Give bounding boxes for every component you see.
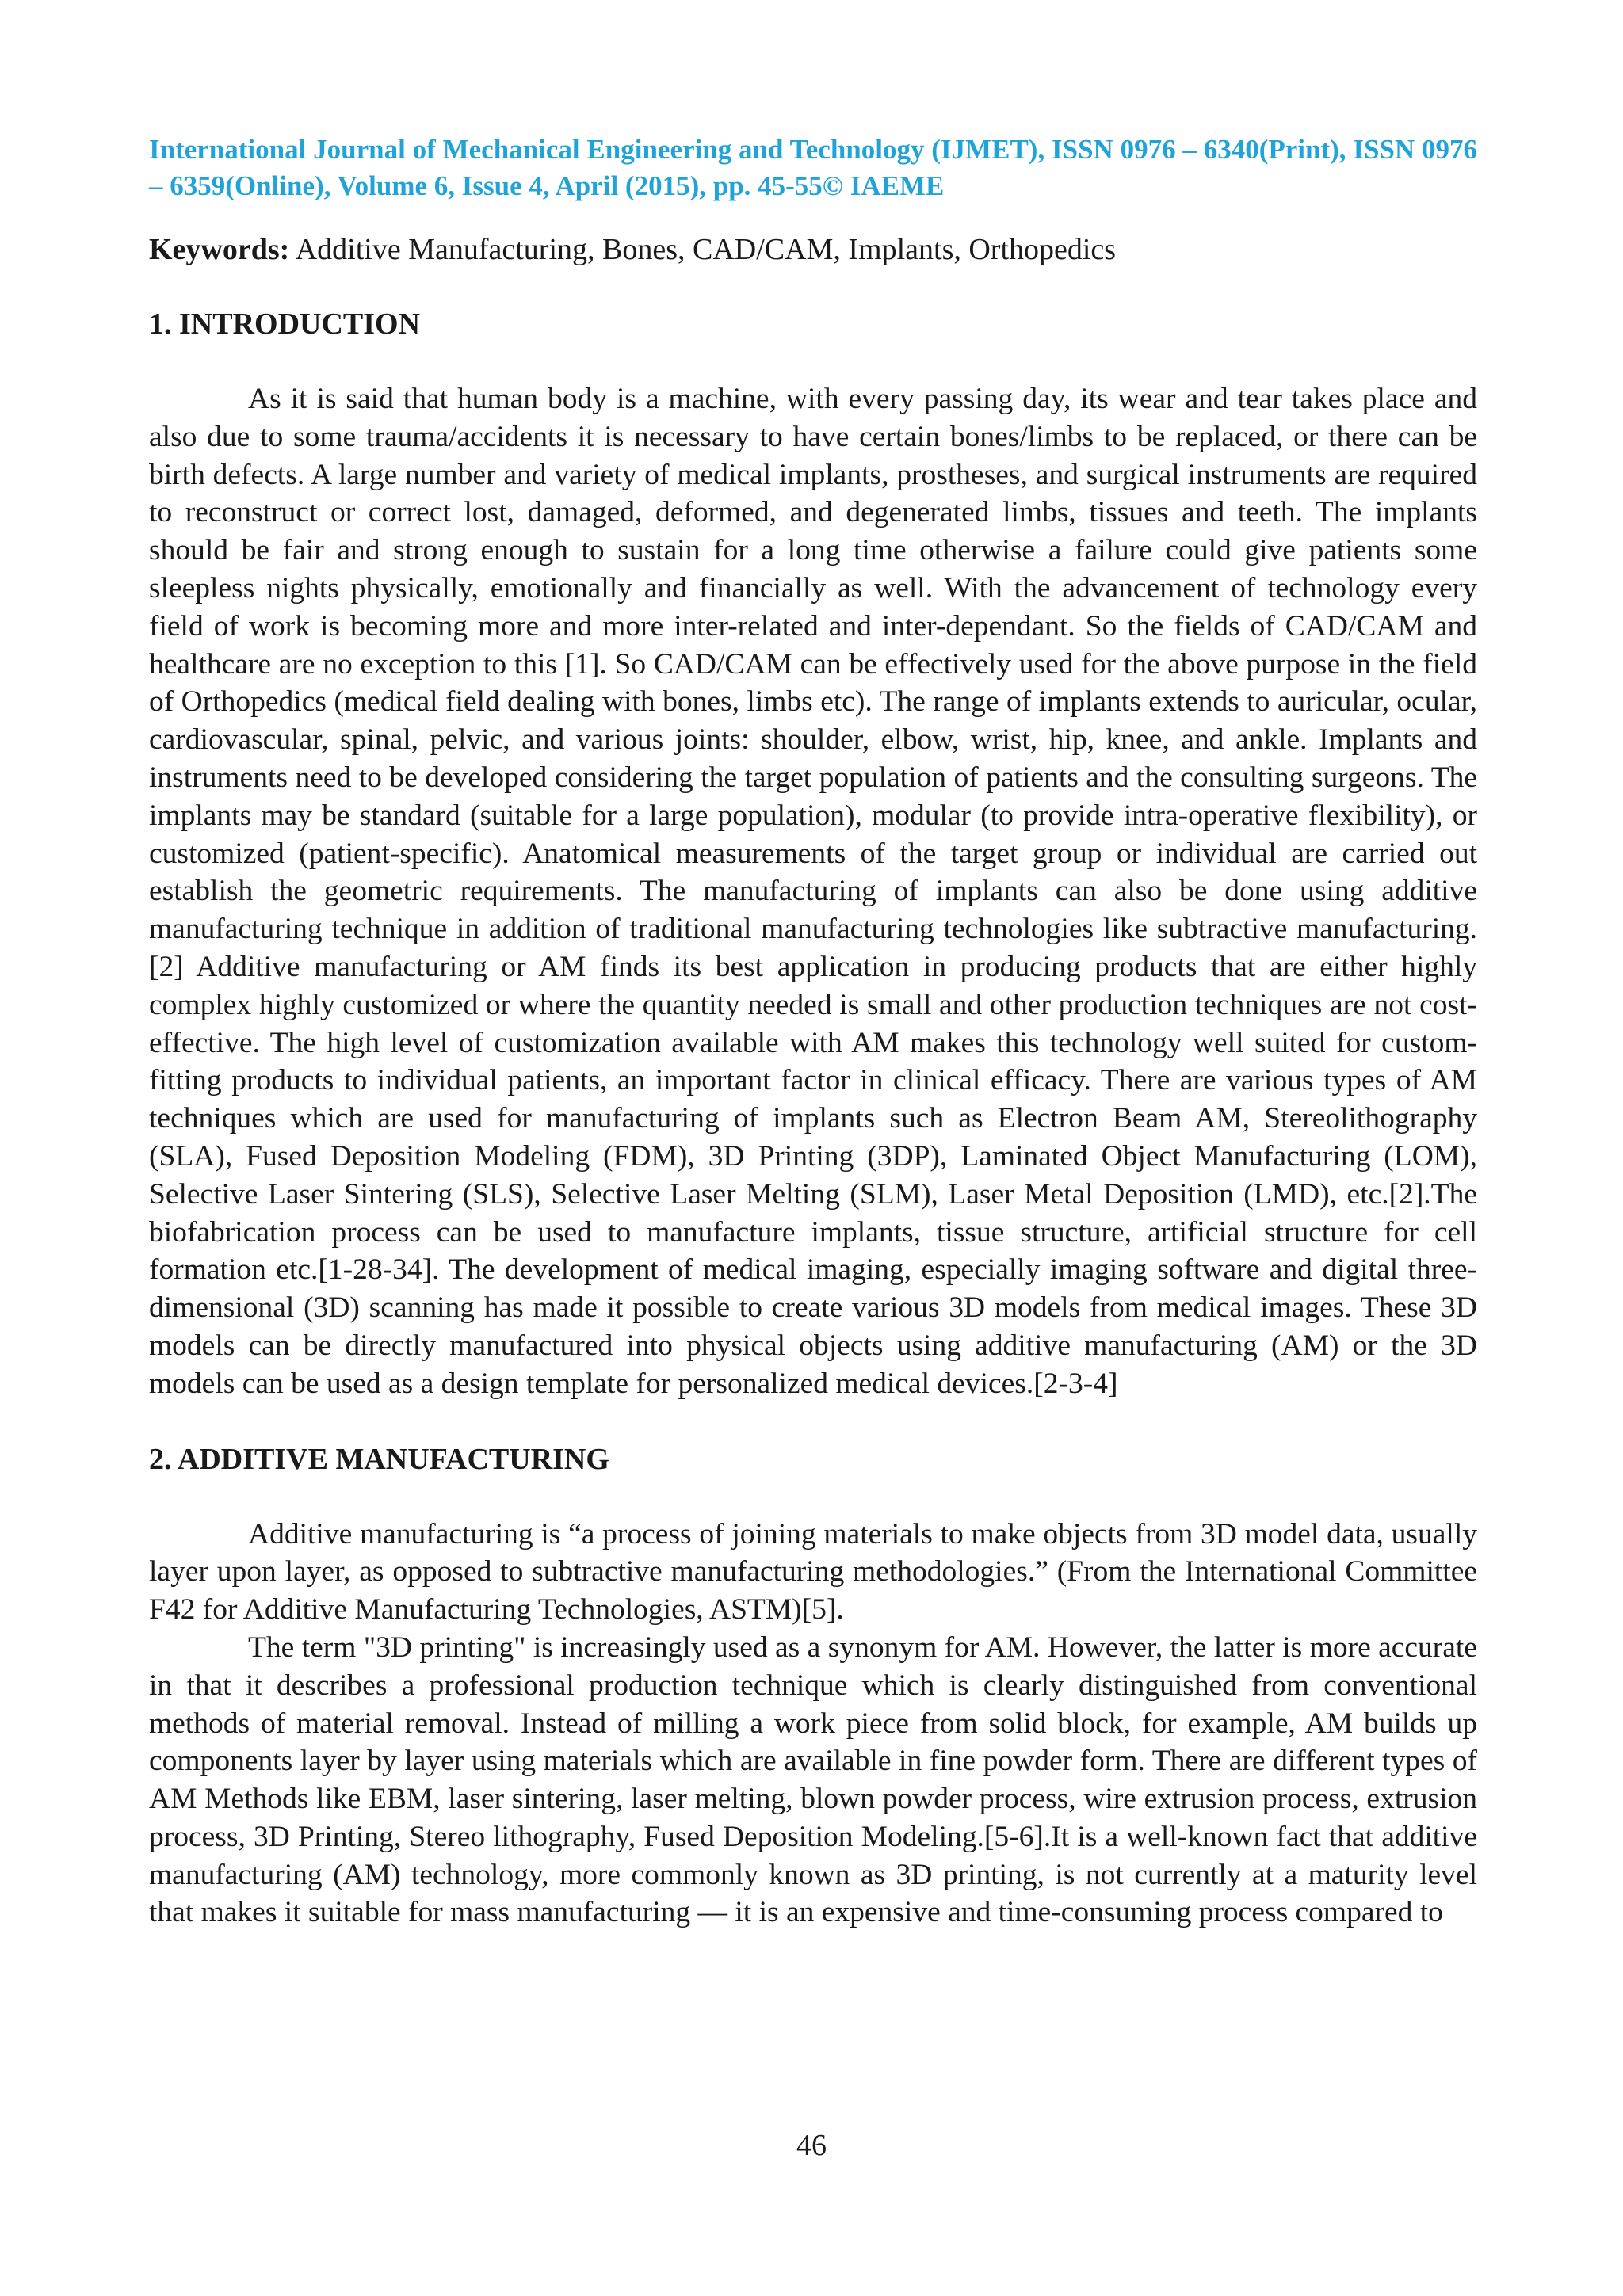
section-title-additive-manufacturing: 2. ADDITIVE MANUFACTURING <box>149 1442 609 1476</box>
keywords-line <box>149 231 1477 268</box>
page-content <box>149 132 1477 1932</box>
journal-header: International Journal of Mechanical Engineering and Technology (IJMET), ISSN 0976 – 6340(Print), ISSN 0976 – 6359(Online), Volume 6, Issue 4, April (2015), pp. 45-55© IAEME <box>149 134 1477 201</box>
am-paragraph-definition: Additive manufacturing is “a process of joining materials to make objects from 3D model data, usually layer upon layer, as opposed to subtractive manufacturing methodologies.” (From the International Committee F42 for Additive Manufacturing Technologies, ASTM)[5]. <box>149 1517 1477 1627</box>
section-title-introduction: 1. INTRODUCTION <box>149 307 421 341</box>
introduction-paragraph: As it is said that human body is a machine, with every passing day, its wear and tear takes place and also due to some trauma/accidents it is necessary to have certain bones/limbs to be replaced, or there can be birth defects. A large number and variety of medical implants, prostheses, and surgical instruments are required to reconstruct or correct lost, damaged, deformed, and degenerated limbs, tissues and teeth. The implants should be fair and strong enough to sustain for a long time otherwise a failure could give patients some sleepless nights physically, emotionally and financially as well. With the advancement of technology every field of work is becoming more and more inter-related and inter-dependant. So the fields of CAD/CAM and healthcare are no exception to this [1]. So CAD/CAM can be effectively used for the above purpose in the field of Orthopedics (medical field dealing with bones, limbs etc). The range of implants extends to auricular, ocular, cardiovascular, spinal, pelvic, and various joints: shoulder, elbow, wrist, hip, knee, and ankle. Implants and instruments need to be developed considering the target population of patients and the consulting surgeons. The implants may be standard (suitable for a large population), modular (to provide intra-operative flexibility), or customized (patient-specific). Anatomical measurements of the target group or individual are carried out establish the geometric requirements. The manufacturing of implants can also be done using additive manufacturing technique in addition of traditional manufacturing technologies like subtractive manufacturing.[2] Additive manufacturing or AM finds its best application in producing products that are either highly complex highly customized or where the quantity needed is small and other production techniques are not cost-effective. The high level of customization available with AM makes this technology well suited for custom-fitting products to individual patients, an important factor in clinical efficacy. There are various types of AM techniques which are used for manufacturing of implants such as Electron Beam AM, Stereolithography (SLA), Fused Deposition Modeling (FDM), 3D Printing (3DP), Laminated Object Manufacturing (LOM), Selective Laser Sintering (SLS), Selective Laser Melting (SLM), Laser Metal Deposition (LMD), etc.[2].The biofabrication process can be used to manufacture implants, tissue structure, artificial structure for cell formation etc.[1-28-34]. The development of medical imaging, especially imaging software and digital three-dimensional (3D) scanning has made it possible to create various 3D models from medical images. These 3D models can be directly manufactured into physical objects using additive manufacturing (AM) or the 3D models can be used as a design template for personalized medical devices.[2-3-4] <box>149 383 1477 1400</box>
page-number: 46 <box>796 2129 827 2162</box>
am-paragraph-3d-printing: The term "3D printing" is increasingly used as a synonym for AM. However, the latter is more accurate in that it describes a professional production technique which is clearly distinguished from conventional methods of material removal. Instead of milling a work piece from solid block, for example, AM builds up components layer by layer using materials which are available in fine powder form. There are different types of AM Methods like EBM, laser sintering, laser melting, blown powder process, wire extrusion process, extrusion process, 3D Printing, Stereo lithography, Fused Deposition Modeling.[5-6].It is a well-known fact that additive manufacturing (AM) technology, more commonly known as 3D printing, is not currently at a maturity level that makes it suitable for mass manufacturing — it is an expensive and time-consuming process compared to <box>149 1630 1477 1929</box>
keywords-label: Keywords: <box>149 233 290 266</box>
keywords-text: Additive Manufacturing, Bones, CAD/CAM, Implants, Orthopedics <box>289 233 1117 266</box>
